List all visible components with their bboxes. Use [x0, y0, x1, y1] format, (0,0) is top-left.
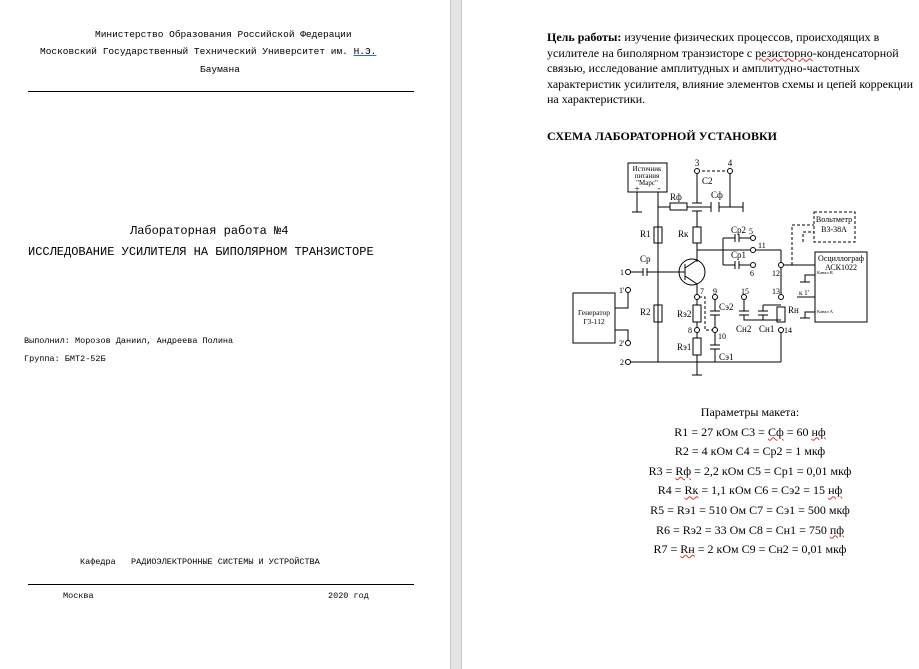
label-rf: Rф	[670, 192, 682, 202]
university-name-end: Баумана	[200, 64, 240, 75]
param-text: R4 =	[657, 483, 685, 498]
lab-subject: ИССЛЕДОВАНИЕ УСИЛИТЕЛЯ НА БИПОЛЯРНОМ ТРАНЗИСТОРЕ	[28, 245, 374, 259]
terminal-9: 9	[713, 287, 717, 296]
university-line	[40, 46, 376, 57]
misspelled-word: Rн	[680, 542, 695, 557]
group: Группа: БМТ2-52Б	[24, 354, 106, 364]
goal-text: изучение физических процессов, происходящих в усилителе на биполярном транзисторе с	[547, 30, 880, 60]
param-text: R3 =	[648, 463, 676, 478]
param-text: = 2 кОм C9 = Сн2 = 0,01 мкф	[694, 542, 847, 557]
schema-heading: СХЕМА ЛАБОРАТОРНОЙ УСТАНОВКИ	[547, 129, 777, 143]
misspelled-word: нф	[828, 483, 843, 498]
params-list	[560, 423, 919, 560]
label-ce1: Сэ1	[719, 352, 734, 362]
label-re1: Rэ1	[677, 342, 692, 352]
misspelled-word: пф	[829, 522, 845, 537]
department	[80, 557, 320, 567]
param-text: R7 =	[653, 542, 681, 557]
ministry-line: Министерство Образования Российской Федерации	[95, 29, 352, 40]
terminal-5: 5	[749, 227, 753, 236]
terminal-3: 3	[694, 158, 700, 168]
terminal-8: 8	[688, 326, 692, 335]
voltmeter-label: Вольтметр	[815, 215, 853, 224]
page-gap	[450, 0, 462, 669]
label-cp1: Ср1	[731, 250, 747, 260]
terminal-15: 15	[741, 287, 749, 296]
param-row	[560, 423, 919, 443]
department-label: Кафедра	[80, 557, 116, 567]
channel-b-label: Канал В	[817, 270, 833, 275]
label-rk: Rк	[678, 229, 689, 239]
resistor-rf	[670, 203, 687, 210]
label-r2: R2	[640, 307, 651, 317]
city: Москва	[63, 591, 94, 601]
misspelled-word: Rф	[675, 463, 692, 478]
label-cn2: Сн2	[736, 324, 752, 334]
param-row	[560, 540, 919, 560]
circuit-diagram	[560, 150, 919, 385]
parameters-block	[560, 403, 919, 560]
channel-a-label: Канал А	[817, 309, 834, 314]
goal-misspelled-word: резисторно	[755, 45, 813, 60]
param-text: R1 = 27 кОм C3 =	[674, 424, 768, 439]
param-row	[560, 481, 919, 501]
terminal-1-prime: 1'	[619, 286, 625, 295]
param-text: = 2,2 кОм C5 = Ср1 = 0,01 мкф	[691, 463, 852, 478]
generator-model: Г3-112	[583, 317, 605, 326]
param-row	[560, 462, 919, 482]
terminal-2-prime: 2'	[619, 339, 625, 348]
param-text: = 60	[783, 424, 812, 439]
terminal-1: 1	[620, 268, 624, 277]
label-re2: Rэ2	[677, 309, 692, 319]
param-row	[560, 521, 919, 541]
param-text: R5 = Rэ1 = 510 Ом C7 = Сэ1 = 500 мкф	[650, 502, 850, 517]
terminal-13: 13	[772, 287, 780, 296]
power-supply-label: Источник	[632, 165, 662, 173]
label-cp: Ср	[640, 254, 651, 264]
year: 2020 год	[328, 591, 369, 601]
label-c2: C2	[702, 176, 713, 186]
param-row	[560, 442, 919, 462]
oscilloscope-model: АСК1022	[824, 263, 858, 272]
top-divider	[28, 91, 414, 92]
terminal-6: 6	[750, 269, 754, 278]
param-text: = 1,1 кОм C6 = Сэ2 = 15	[698, 483, 829, 498]
label-r1: R1	[640, 229, 651, 239]
terminal-10: 10	[718, 332, 726, 341]
goal-text-end: -конденсаторной связью, исследование амплитудных и амплитудно-частотных характеристик усилителя, влияние элементов схемы и цепей коррекции на характеристики.	[547, 45, 913, 106]
misspelled-word: Rк	[684, 483, 699, 498]
terminal-7: 7	[700, 287, 704, 296]
department-name: РАДИОЭЛЕКТРОННЫЕ СИСТЕМЫ И УСТРОЙСТВА	[131, 557, 320, 567]
param-row	[560, 501, 919, 521]
goal-label: Цель работы:	[547, 30, 622, 44]
terminal-2: 2	[620, 358, 624, 367]
label-rn: Rн	[788, 305, 799, 315]
label-cp2: Ср2	[731, 225, 747, 235]
power-supply-label: "Марс"	[636, 179, 658, 187]
minus-sign: -	[657, 183, 661, 193]
label-cn1: Сн1	[759, 324, 775, 334]
params-title: Параметры макета:	[700, 405, 800, 419]
misspelled-word: Сф	[767, 424, 784, 439]
lab-title: Лабораторная работа №4	[130, 224, 289, 238]
terminal-11: 11	[758, 241, 766, 250]
oscilloscope-label: Осциллограф	[818, 254, 864, 263]
goal-paragraph	[547, 30, 919, 108]
misspelled-word: нф	[811, 424, 826, 439]
label-cf: Cф	[711, 190, 723, 200]
bottom-divider	[28, 584, 414, 585]
university-prefix: Московский Государственный Технический Университет им.	[40, 46, 348, 57]
terminal-14: 14	[784, 326, 792, 335]
university-initials: Н.Э.	[353, 46, 377, 57]
to-1-prime-label: к 1'	[799, 289, 809, 297]
resistor-rk	[693, 227, 701, 243]
terminal-4: 4	[727, 158, 733, 168]
generator-label: Генератор	[578, 308, 610, 317]
terminal-12: 12	[772, 269, 780, 278]
param-text: R2 = 4 кОм C4 = Ср2 = 1 мкф	[674, 444, 826, 459]
voltmeter-model: В3-38А	[821, 225, 847, 234]
plus-sign: +	[634, 184, 640, 194]
title-page	[0, 0, 450, 669]
label-ce2: Сэ2	[719, 302, 734, 312]
performed-by: Выполнил: Морозов Даниил, Андреева Полина	[24, 336, 234, 346]
param-text: R6 = Rэ2 = 33 Ом C8 = Сн1 = 750	[655, 522, 830, 537]
power-supply-label: питания	[634, 172, 660, 180]
